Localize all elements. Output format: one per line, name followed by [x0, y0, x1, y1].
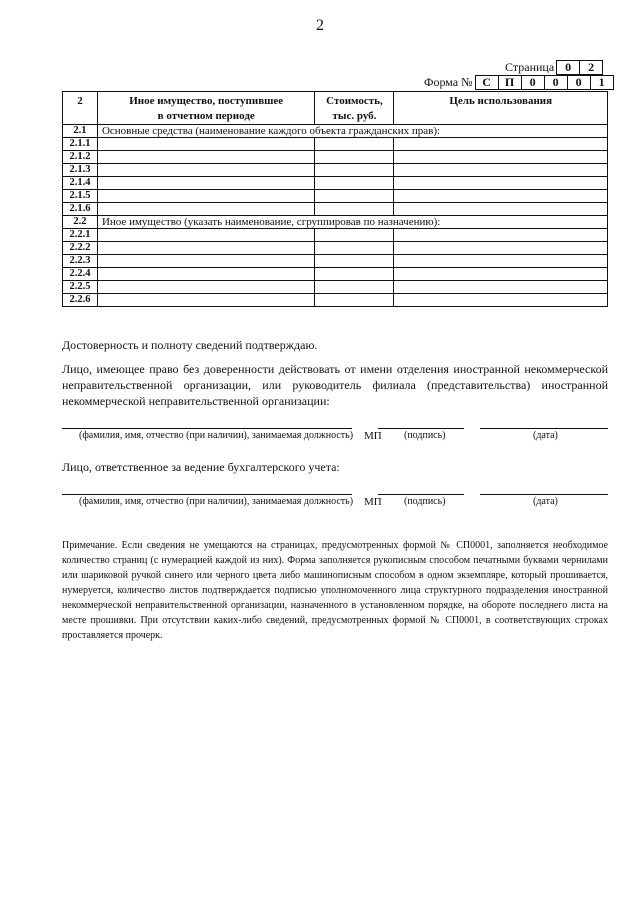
table-row [63, 138, 608, 151]
confirmation-text: Достоверность и полноту сведений подтверждаю. [62, 338, 318, 352]
header-cost: Стоимость, тыс. руб. [315, 92, 394, 125]
row-num: 2.1.6 [63, 203, 98, 216]
section-row [63, 125, 608, 138]
purpose-cell[interactable] [394, 190, 608, 203]
cost-cell[interactable] [315, 203, 394, 216]
header-purpose: Цель использования [394, 92, 608, 125]
cost-cell[interactable] [315, 177, 394, 190]
table-row [63, 203, 608, 216]
cost-cell[interactable] [315, 294, 394, 307]
purpose-cell[interactable] [394, 281, 608, 294]
page-code-box[interactable]: 2 [579, 60, 603, 75]
cost-cell[interactable] [315, 190, 394, 203]
note-text: Примечание. Если сведения не умещаются на страницах, предусмотренных формой № СП0001, заполняется необходимое количество страниц (с нумерацией каждой из них). Форма заполняется рукописным способом печатными буквами чернилами или шариковой ручкой синего или черного цвета либо машинописным способом в одном экземпляре, который прошивается, нумеруется, количество листов подтверждается подписью уполномоченного лица структурного подразделения иностранной некоммерческой неправительственной организации, назначенного в установленном порядке, на обороте последнего листа на месте прошивки. При отсутствии каких-либо сведений, предусмотренных формой № СП0001, в соответствующих строках проставляется прочерк. [62, 540, 608, 641]
row-num: 2.1.2 [63, 151, 98, 164]
purpose-cell[interactable] [394, 138, 608, 151]
table-row [63, 268, 608, 281]
form-code-box: 0 [521, 75, 545, 90]
name-cell[interactable] [97, 177, 315, 190]
section-title: Основные средства (наименование каждого объекта гражданских прав): [97, 125, 607, 138]
name-cell[interactable] [97, 229, 315, 242]
section-row [63, 216, 608, 229]
row-num: 2.2.5 [63, 281, 98, 294]
purpose-cell[interactable] [394, 268, 608, 281]
stamp-label: МП [364, 430, 382, 442]
form-code-box: 1 [590, 75, 614, 90]
row-num: 2.1.4 [63, 177, 98, 190]
form-code-box: П [498, 75, 522, 90]
form-code-label: Форма № [424, 75, 473, 89]
form-code-box: С [475, 75, 499, 90]
page-code-label: Страница [505, 60, 555, 74]
form-code-box: 0 [544, 75, 568, 90]
purpose-cell[interactable] [394, 177, 608, 190]
name-cell[interactable] [97, 268, 315, 281]
name-cell[interactable] [97, 281, 315, 294]
date-caption: (дата) [533, 496, 558, 507]
row-num: 2.2.4 [63, 268, 98, 281]
name-cell[interactable] [97, 294, 315, 307]
name-cell[interactable] [97, 138, 315, 151]
page-code-box[interactable]: 0 [556, 60, 580, 75]
cost-cell[interactable] [315, 242, 394, 255]
name-caption: (фамилия, имя, отчество (при наличии), занимаемая должность) [79, 430, 354, 441]
sign-caption: (подпись) [404, 496, 446, 507]
page-number: 2 [316, 17, 324, 34]
row-num: 2.1.5 [63, 190, 98, 203]
date-line[interactable] [480, 428, 608, 429]
header-name: Иное имущество, поступившее в отчетном периоде [97, 92, 315, 125]
table-row [63, 281, 608, 294]
cost-cell[interactable] [315, 229, 394, 242]
table-row [63, 151, 608, 164]
row-num: 2.1.3 [63, 164, 98, 177]
cost-cell[interactable] [315, 281, 394, 294]
name-caption: (фамилия, имя, отчество (при наличии), занимаемая должность) [79, 496, 354, 507]
header-num: 2 [63, 92, 98, 125]
stamp-label: МП [364, 496, 382, 508]
cost-cell[interactable] [315, 268, 394, 281]
head-person-text: Лицо, имеющее право без доверенности действовать от имени отделения иностранной некоммерческой неправительственной организации, или руководитель филиала (представительства) иностранной некоммерческой неправительственной организации: [62, 362, 608, 408]
name-cell[interactable] [97, 190, 315, 203]
property-table [62, 91, 608, 307]
name-signature-line[interactable] [62, 494, 352, 495]
table-header-row [63, 92, 608, 125]
table-row [63, 294, 608, 307]
row-num: 2.2.2 [63, 242, 98, 255]
name-signature-line[interactable] [62, 428, 352, 429]
accountant-person-text: Лицо, ответственное за ведение бухгалтерского учета: [62, 460, 340, 474]
purpose-cell[interactable] [394, 255, 608, 268]
name-cell[interactable] [97, 164, 315, 177]
name-cell[interactable] [97, 255, 315, 268]
name-cell[interactable] [97, 242, 315, 255]
cost-cell[interactable] [315, 255, 394, 268]
cost-cell[interactable] [315, 164, 394, 177]
table-row [63, 255, 608, 268]
purpose-cell[interactable] [394, 242, 608, 255]
section-num: 2.1 [63, 125, 98, 138]
cost-cell[interactable] [315, 151, 394, 164]
page-code [505, 60, 603, 75]
row-num: 2.2.1 [63, 229, 98, 242]
row-num: 2.1.1 [63, 138, 98, 151]
row-num: 2.2.6 [63, 294, 98, 307]
purpose-cell[interactable] [394, 294, 608, 307]
table-row [63, 229, 608, 242]
name-cell[interactable] [97, 203, 315, 216]
sign-line[interactable] [378, 494, 464, 495]
purpose-cell[interactable] [394, 164, 608, 177]
table-row [63, 164, 608, 177]
sign-line[interactable] [378, 428, 464, 429]
cost-cell[interactable] [315, 138, 394, 151]
purpose-cell[interactable] [394, 203, 608, 216]
sign-caption: (подпись) [404, 430, 446, 441]
purpose-cell[interactable] [394, 229, 608, 242]
purpose-cell[interactable] [394, 151, 608, 164]
row-num: 2.2.3 [63, 255, 98, 268]
form-code [424, 75, 614, 90]
table-row [63, 242, 608, 255]
date-line[interactable] [480, 494, 608, 495]
form-code-box: 0 [567, 75, 591, 90]
table-row [63, 177, 608, 190]
date-caption: (дата) [533, 430, 558, 441]
name-cell[interactable] [97, 151, 315, 164]
section-title: Иное имущество (указать наименование, сгруппировав по назначению): [97, 216, 607, 229]
section-num: 2.2 [63, 216, 98, 229]
table-row [63, 190, 608, 203]
